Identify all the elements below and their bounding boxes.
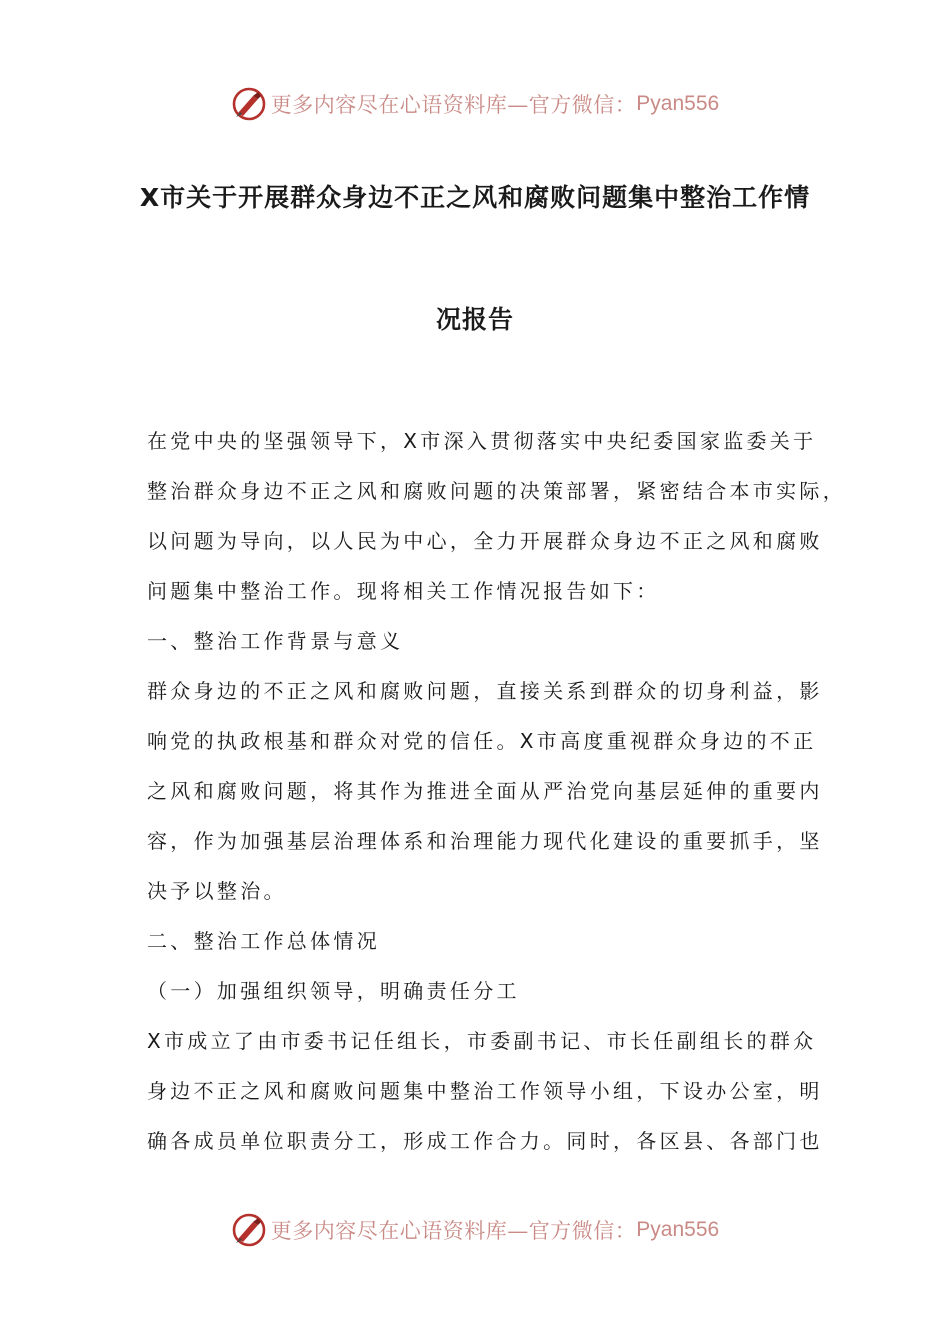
body-line: 响党的执政根基和群众对党的信任。X市高度重视群众身边的不正 [147,729,817,753]
body-line: 决予以整治。 [147,879,287,903]
document-title-line-2: 况报告 [435,305,514,334]
body-line: 以问题为导向，以人民为中心，全力开展群众身边不正之风和腐败 [147,529,823,553]
watermark-text: 更多内容尽在心语资料库—官方微信： [270,93,637,117]
watermark-header [0,82,950,126]
watermark-footer [0,1208,950,1252]
document-title-line-1: X市关于开展群众身边不正之风和腐败问题集中整治工作情 [139,183,811,212]
pen-logo-icon [231,1212,267,1248]
body-line: 容，作为加强基层治理体系和治理能力现代化建设的重要抓手，坚 [147,829,823,853]
body-line: 问题集中整治工作。现将相关工作情况报告如下： [147,579,660,603]
body-line: 群众身边的不正之风和腐败问题，直接关系到群众的切身利益，影 [147,679,823,703]
section-heading-2: 二、整治工作总体情况 [147,929,380,953]
body-line: 身边不正之风和腐败问题集中整治工作领导小组，下设办公室，明 [147,1079,823,1103]
body-line: 确各成员单位职责分工，形成工作合力。同时，各区县、各部门也 [147,1129,823,1153]
subsection-heading-1: （一）加强组织领导，明确责任分工 [147,979,520,1003]
section-heading-1: 一、整治工作背景与意义 [147,629,404,653]
body-line: 之风和腐败问题，将其作为推进全面从严治党向基层延伸的重要内 [147,779,823,803]
body-line: 整治群众身边不正之风和腐败问题的决策部署，紧密结合本市实际， [147,479,846,503]
watermark-text: 更多内容尽在心语资料库—官方微信： [270,1219,637,1243]
body-line: 在党中央的坚强领导下，X市深入贯彻落实中央纪委国家监委关于 [147,429,817,453]
document-body [147,416,846,1166]
body-line: X市成立了由市委书记任组长，市委副书记、市长任副组长的群众 [147,1029,817,1053]
watermark-wechat-id: Pyan556 [636,92,720,115]
watermark-wechat-id: Pyan556 [636,1218,720,1241]
pen-logo-icon [231,86,267,122]
